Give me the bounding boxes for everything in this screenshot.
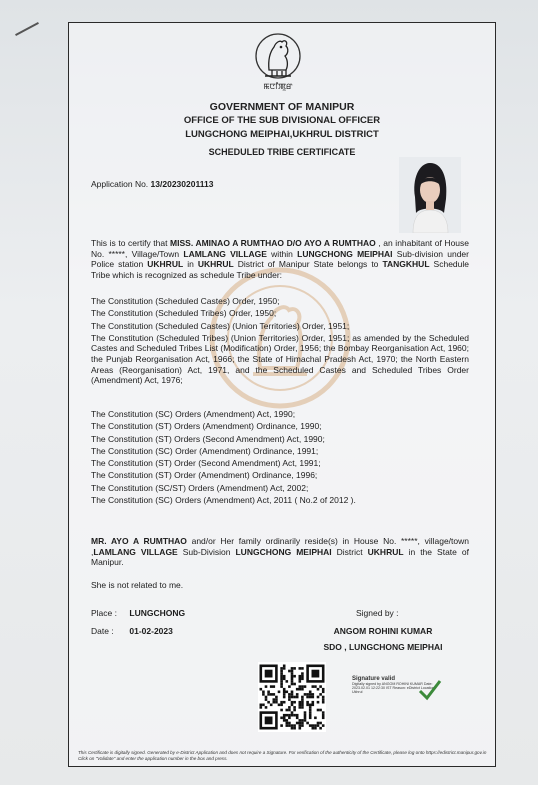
application-number xyxy=(91,179,213,189)
residence-paragraph: MR. AYO A RUMTHAO and/or Her family ordinarily reside(s) in House No. *****, village/town ,LAMLANG VILLAGE Sub-Division LUNGCHONG MEIPHAI District UKHRUL in the State of Manipur. xyxy=(91,536,470,568)
police-station: UKHRUL xyxy=(147,259,184,270)
constitution-orders-list xyxy=(91,296,469,388)
date-line xyxy=(91,626,173,636)
place-line xyxy=(91,608,185,618)
tribe-name: TANGKHUL xyxy=(382,259,430,270)
order-item: The Constitution (Scheduled Castes) (Union Territories) Order, 1951; xyxy=(91,320,350,331)
checkmark-icon xyxy=(418,679,442,701)
parent-name: MR. AYO A RUMTHAO xyxy=(91,536,187,546)
order-item: The Constitution (ST) Order (Amendment) Ordinance, 1996; xyxy=(91,470,318,481)
certificate-title: SCHEDULED TRIBE CERTIFICATE xyxy=(208,147,356,157)
not-related-statement: She is not related to me. xyxy=(91,580,184,590)
government-heading: GOVERNMENT OF MANIPUR xyxy=(209,101,355,113)
svg-text:ꯃꯅꯤꯄꯨꯔ: ꯃꯅꯤꯄꯨꯔ xyxy=(263,82,293,91)
order-item: The Constitution (Scheduled Castes) Order, 1950; xyxy=(91,296,280,306)
kangla-sha-emblem-icon xyxy=(252,30,304,94)
signature-status: Signature valid xyxy=(352,676,396,682)
office-heading: OFFICE OF THE SUB DIVISIONAL OFFICER xyxy=(183,115,381,126)
district-heading: LUNGCHONG MEIPHAI,UKHRUL DISTRICT xyxy=(185,129,379,140)
place-value: LUNGCHONG xyxy=(129,608,186,618)
signature-details: Digitally signed by ANGOM ROHINI KUMAR Date: 2023.02.01 12:22:30 IST Reason: eDistrict Location: Ukhrul xyxy=(352,682,436,695)
applicant-name: MISS. AMINAO A RUMTHAO D/O AYO A RUMTHAO xyxy=(170,238,376,248)
application-value: 13/20230201113 xyxy=(150,179,214,189)
order-item: The Constitution (SC) Order (Amendment) Ordinance, 1991; xyxy=(91,445,319,456)
order-item: The Constitution (ST) Orders (Amendment) Ordinance, 1990; xyxy=(91,421,322,432)
order-item: The Constitution (SC) Orders (Amendment) Act, 1990; xyxy=(91,409,296,419)
qr-code[interactable] xyxy=(258,662,326,732)
certification-paragraph: This is to certify that MISS. AMINAO A RUMTHAO D/O AYO A RUMTHAO , an inhabitant of House No. *****, Village/Town LAMLANG VILLAGE within LUNGCHONG MEIPHAI Sub-division under Police station UKHRUL in UKHRUL District of Manipur State belongs to TANGKHUL Schedule Tribe which is recognized as schedule Tribe under: xyxy=(91,238,469,280)
signed-by-label: Signed by : xyxy=(356,608,399,618)
order-item: The Constitution (ST) Order (Second Amendment) Act, 1991; xyxy=(91,458,321,469)
amendment-orders-list xyxy=(91,409,469,507)
district-name: UKHRUL xyxy=(197,259,234,270)
date-label: Date : xyxy=(91,626,114,636)
applicant-photo xyxy=(399,157,461,233)
order-item: The Constitution (Scheduled Tribes) (Union Territories) Order, 1951; as amended by the Scheduled Castes and Scheduled Tribes List (Modification) Order, 1956; the Bombay Reorganisation Act, 1960; the Punjab Reorganisation Act, 1966; the State of Himachal Pradesh Act, 1970; the North Eastern Areas (Reorganisation) Act, 1971, and the Scheduled Castes and Scheduled Tribes Order (Amendment) Act, 1976; xyxy=(91,332,469,386)
residence-village: LAMLANG VILLAGE xyxy=(93,546,178,557)
subdivision-name: LUNGCHONG MEIPHAI xyxy=(297,248,393,259)
officer-name: ANGOM ROHINI KUMAR xyxy=(333,626,433,636)
footer-note: This Certificate is digitally signed. Generated by e-District Application and does not require a Signature. For verification of the authenticity of the Certificate, please log onto https://edistrict.manipur.gov.in Click on "Validate" and enter the application number in the box and press. xyxy=(78,750,487,761)
order-item: The Constitution (SC) Orders (Amendment) Act, 2011 ( No.2 of 2012 ). xyxy=(91,494,356,505)
order-item: The Constitution (SC/ST) Orders (Amendment) Act, 2002; xyxy=(91,482,309,493)
village-name: LAMLANG VILLAGE xyxy=(183,248,267,259)
date-value: 01-02-2023 xyxy=(129,626,173,636)
residence-subdivision: LUNGCHONG MEIPHAI xyxy=(235,546,332,557)
order-item: The Constitution (Scheduled Tribes) Order, 1950; xyxy=(91,308,277,319)
pen-mark xyxy=(15,22,39,36)
application-label: Application No. xyxy=(91,179,149,189)
officer-designation: SDO , LUNGCHONG MEIPHAI xyxy=(323,642,443,652)
place-label: Place : xyxy=(91,608,117,618)
order-item: The Constitution (ST) Orders (Second Amendment) Act, 1990; xyxy=(91,433,325,444)
residence-district: UKHRUL xyxy=(367,546,404,557)
